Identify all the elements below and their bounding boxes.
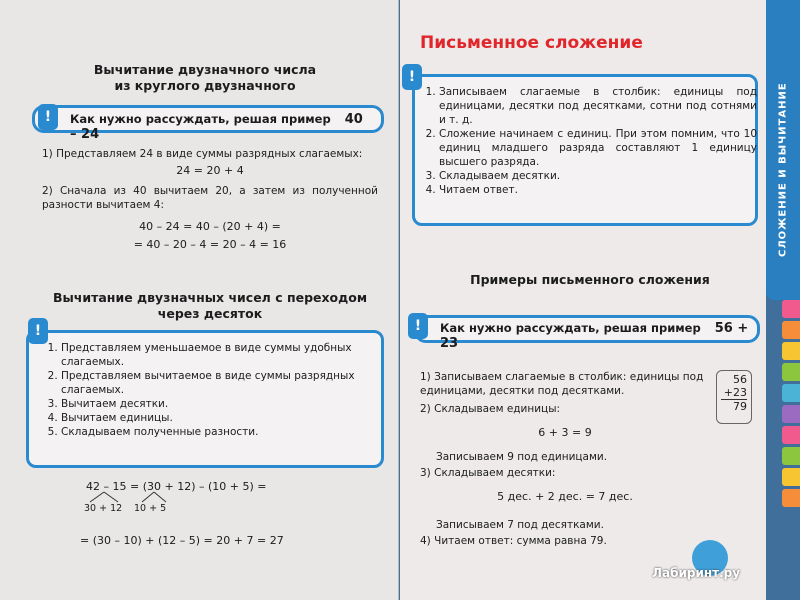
color-index-tab: [782, 342, 800, 360]
column-addition: [716, 370, 752, 424]
rule-item: 2. Сложение начинаем с единиц. При этом помним, что 10 единиц младшего разряда составляют 1 единицу высшего разряда.: [439, 127, 757, 169]
color-index-tab: [782, 489, 800, 507]
addend-2: [717, 386, 747, 399]
step-4-text: 4) Читаем ответ: сумма равна 79.: [420, 535, 607, 547]
plus-sign: +: [723, 386, 733, 399]
exclamation-badge-icon: !: [38, 104, 58, 130]
sum: 79: [733, 400, 747, 413]
addend-2-value: 23: [733, 386, 747, 399]
rule-item: 4. Вычитаем единицы.: [61, 411, 379, 425]
color-index-tab: [782, 447, 800, 465]
left-page: [0, 0, 399, 600]
right-page: [400, 0, 766, 600]
color-index-tab: [782, 321, 800, 339]
exclamation-badge-icon: !: [402, 64, 422, 90]
addend-1: 56: [733, 373, 747, 386]
rules-box-addition: [412, 74, 758, 226]
rule-item: 2. Представляем вычитаемое в виде суммы разрядных слагаемых.: [61, 369, 379, 397]
color-index-tab: [782, 426, 800, 444]
heading-subtraction-over-ten: Вычитание двузначных чисел с переходом через десяток: [52, 290, 368, 321]
color-index-tab: [782, 363, 800, 381]
step-1-text: 1) Записываем слагаемые в столбик: единицы под единицами, десятки под десятками.: [420, 371, 704, 397]
rule-item: 5. Складываем полученные разности.: [61, 425, 379, 439]
rule-item: 1. Записываем слагаемые в столбик: единицы под единицами, десятки под десятками, сотни под сотнями и т. д.: [439, 85, 757, 127]
color-index-tab: [782, 384, 800, 402]
heading-examples: Примеры письменного сложения: [470, 272, 710, 287]
step-2-text: 2) Складываем единицы:: [420, 403, 561, 415]
rule-item: 3. Складываем десятки.: [439, 169, 757, 183]
note-tens: Записываем 7 под десятками.: [436, 519, 604, 531]
rules-box-subtraction: [26, 330, 384, 468]
rules-list: [43, 341, 379, 439]
exclamation-badge-icon: !: [28, 318, 48, 344]
equation-24: 24 = 20 + 4: [176, 164, 244, 177]
split-15: 10 + 5: [134, 503, 167, 514]
box-title-text: Как нужно рассуждать, решая пример: [70, 112, 331, 126]
equation-40-24-line2: = 40 – 20 – 4 = 20 – 4 = 16: [133, 238, 287, 251]
watermark: Лабиринт.ру: [652, 566, 741, 580]
box-example: 40 – 24: [70, 112, 363, 142]
color-index-tabs: [782, 300, 800, 510]
heading-subtraction-round: Вычитание двузначного числа из круглого двузначного: [93, 62, 317, 93]
example-42-15-bottom: = (30 – 10) + (12 – 5) = 20 + 7 = 27: [80, 534, 284, 547]
box-title: [70, 112, 370, 142]
rule-item: 4. Читаем ответ.: [439, 183, 757, 197]
rules-list: [421, 85, 757, 197]
step-1-text: 1) Представляем 24 в виде суммы разрядных слагаемых:: [42, 148, 363, 160]
color-index-tab: [782, 405, 800, 423]
step-2-text: 2) Сначала из 40 вычитаем 20, а затем из полученной разности вычитаем 4:: [42, 185, 378, 211]
color-index-tab: [782, 300, 800, 318]
step-3-text: 3) Складываем десятки:: [420, 467, 556, 479]
note-units: Записываем 9 под единицами.: [436, 451, 608, 463]
rule-item: 1. Представляем уменьшаемое в виде суммы удобных слагаемых.: [61, 341, 379, 369]
equation-units: 6 + 3 = 9: [538, 426, 592, 439]
box-title: [440, 321, 750, 351]
rule-item: 3. Вычитаем десятки.: [61, 397, 379, 411]
split-42: 30 + 12: [84, 503, 123, 514]
color-index-tab: [782, 468, 800, 486]
equation-tens: 5 дес. + 2 дес. = 7 дес.: [497, 490, 633, 503]
example-42-15-top: 42 – 15 = (30 + 12) – (10 + 5) =: [86, 480, 267, 493]
equation-40-24-line1: 40 – 24 = 40 – (20 + 4) =: [139, 220, 281, 233]
section-side-tab-label: СЛОЖЕНИЕ И ВЫЧИТАНИЕ: [777, 82, 789, 258]
exclamation-badge-icon: !: [408, 313, 428, 339]
box-example: 56 + 23: [440, 321, 749, 351]
box-title-text: Как нужно рассуждать, решая пример: [440, 321, 701, 335]
page-title: Письменное сложение: [420, 33, 643, 53]
